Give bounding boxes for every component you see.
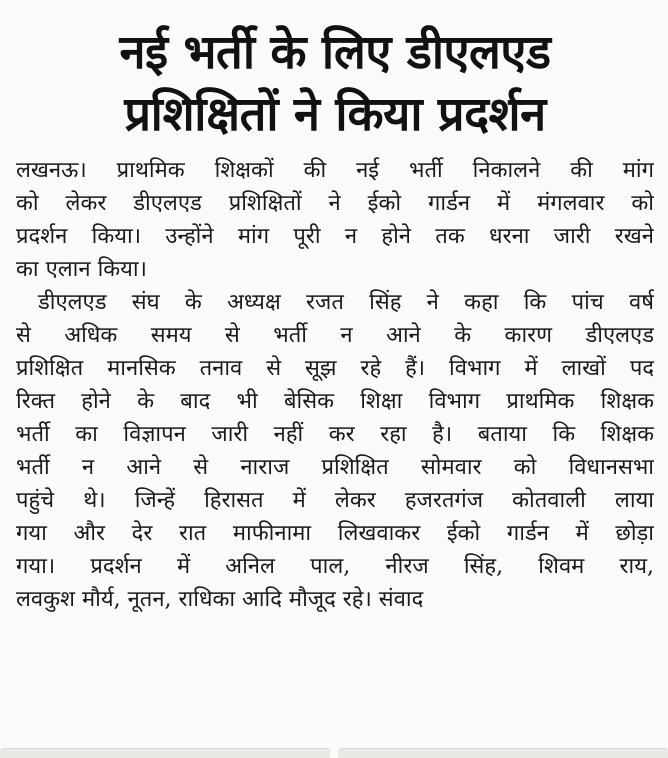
article-line: डीएलएड संघ के अध्यक्ष रजत सिंह ने कहा कि पांच वर्ष bbox=[38, 290, 654, 315]
headline bbox=[16, 22, 654, 146]
article-line: भर्ती न आने से नाराज प्रशिक्षित सोमवार को विधानसभा bbox=[16, 455, 654, 480]
bottom-edge-left bbox=[0, 748, 330, 758]
article-line: भर्ती का विज्ञापन जारी नहीं कर रहा है। बताया कि शिक्षक bbox=[16, 422, 654, 447]
headline-line-2: प्रशिक्षितों ने किया प्रदर्शन bbox=[124, 87, 546, 142]
article-line: लखनऊ। प्राथमिक शिक्षकों की नई भर्ती निकालने की मांग bbox=[16, 158, 654, 183]
article-line: पहुंचे थे। जिन्हें हिरासत में लेकर हजरतगंज कोतवाली लाया bbox=[16, 488, 654, 513]
bottom-edge-right bbox=[338, 748, 668, 758]
article-line: गया और देर रात माफीनामा लिखवाकर ईको गार्डन में छोड़ा bbox=[16, 521, 654, 546]
article-line: का एलान किया। bbox=[16, 257, 147, 282]
article-line: गया। प्रदर्शन में अनिल पाल, नीरज सिंह, शिवम राय, bbox=[16, 554, 654, 579]
page-bottom-edge bbox=[0, 748, 668, 758]
headline-line-1: नई भर्ती के लिए डीएलएड bbox=[119, 25, 551, 80]
article-line: से अधिक समय से भर्ती न आने के कारण डीएलएड bbox=[16, 323, 654, 348]
article-body bbox=[16, 154, 654, 616]
article-line: प्रदर्शन किया। उन्होंने मांग पूरी न होने तक धरना जारी रखने bbox=[16, 224, 654, 249]
article-line: प्रशिक्षित मानसिक तनाव से सूझ रहे हैं। विभाग में लाखों पद bbox=[16, 356, 654, 381]
article-line: लवकुश मौर्य, नूतन, राधिका आदि मौजूद रहे। संवाद bbox=[16, 587, 424, 612]
article-line: रिक्त होने के बाद भी बेसिक शिक्षा विभाग प्राथमिक शिक्षक bbox=[16, 389, 654, 414]
article-line: को लेकर डीएलएड प्रशिक्षितों ने ईको गार्डन में मंगलवार को bbox=[16, 191, 654, 216]
